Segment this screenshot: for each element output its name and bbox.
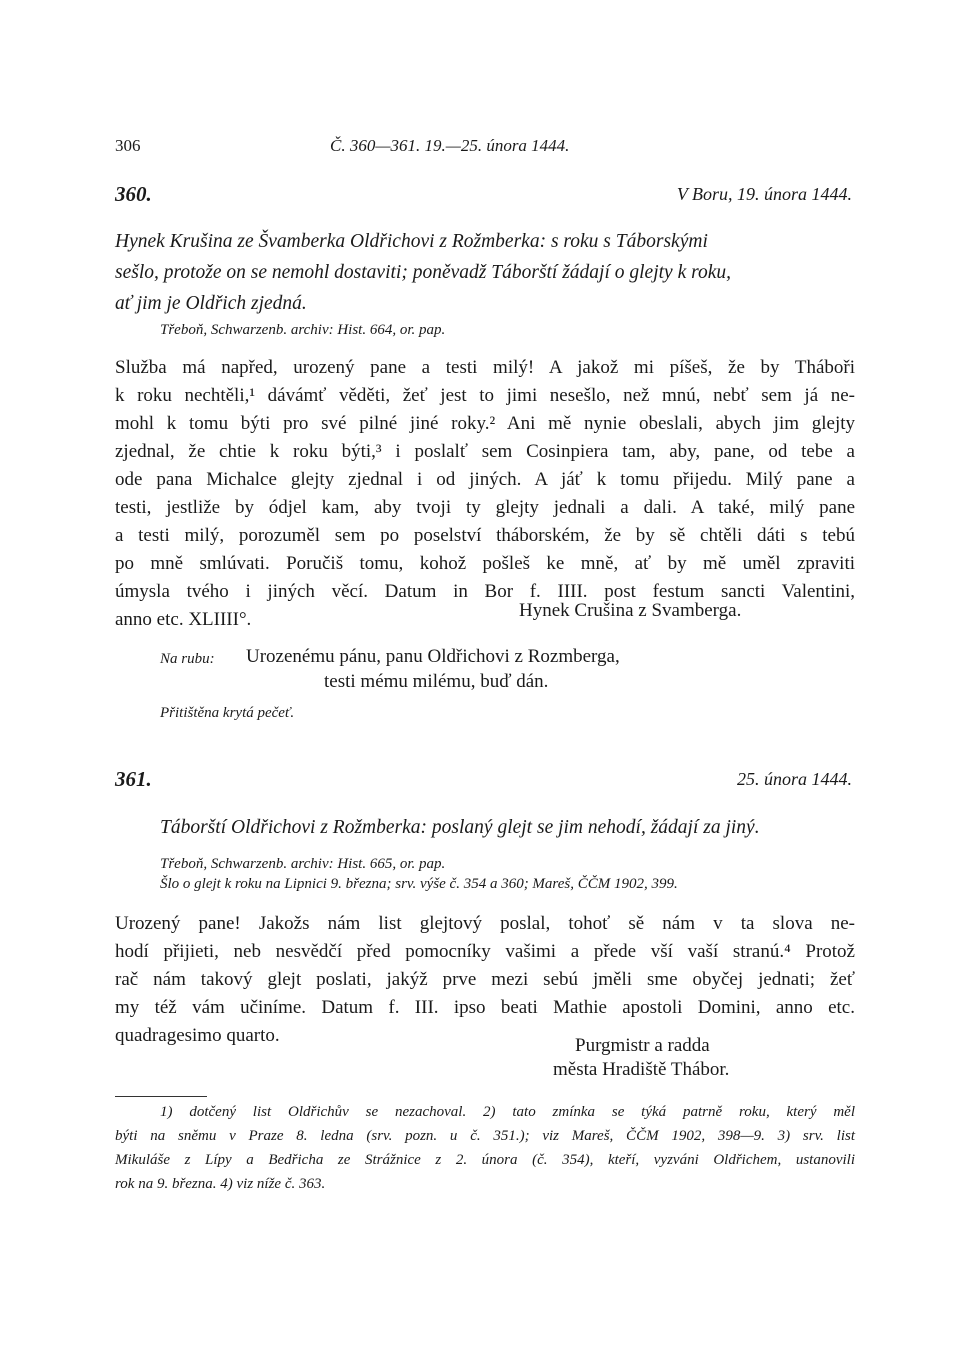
text-line: ode pana Michalce glejty zjednal i od jiných. A jáť k tomu přijedu. Milý pane a bbox=[115, 469, 855, 490]
doc-361-signature-line1: Purgmistr a radda bbox=[575, 1035, 710, 1056]
text-line: mohl k tomu býti pro své pilné jiné roky.² Ani mě nynie obeslali, abych jim glejty bbox=[115, 413, 855, 434]
verso-address-line2: testi mému milému, buď dán. bbox=[324, 671, 549, 692]
seal-note: Přitištěna krytá pečeť. bbox=[160, 705, 295, 721]
text-line: testi, jestliže by ódjel kam, aby tvoji ty glejty jednali a dali. A také, milý pane bbox=[115, 497, 855, 518]
doc-361-text bbox=[115, 910, 855, 1050]
footnote-line: rok na 9. března. 4) viz níže č. 363. bbox=[115, 1176, 326, 1192]
doc-360-number: 360. bbox=[115, 182, 152, 206]
verso-address-line1: Urozenému pánu, panu Oldřichovi z Rozmberga, bbox=[246, 646, 620, 667]
running-title: Č. 360—361. 19.—25. února 1444. bbox=[330, 136, 570, 155]
footnote-rule bbox=[115, 1096, 207, 1097]
text-line: úmysla tvého i jiných věcí. Datum in Bor f. IIII. post festum sancti Valentini, bbox=[115, 581, 855, 602]
page-number: 306 bbox=[115, 136, 141, 155]
footnote-line: Mikuláše z Lípy a Bedřicha ze Strážnice z 2. února (č. 354), kteří, vyzváni Oldřichem, ustanovili bbox=[115, 1152, 855, 1168]
text-line: Služba má napřed, urozený pane a testi milý! A jakož mi píšeš, že by Tháboři bbox=[115, 357, 855, 378]
doc-361-number: 361. bbox=[115, 767, 152, 791]
text-line: rač nám takový glejt poslati, jakýž prve mezi sebú jměli sme obyčej jednati; žeť bbox=[115, 969, 855, 990]
text-line: zjednal, že chtie k roku býti,³ i poslalť sem Cosinpiera tam, aby, pane, od tebe a bbox=[115, 441, 855, 462]
footnotes bbox=[115, 1100, 855, 1196]
doc-360-text bbox=[115, 354, 855, 634]
regest-line: Hynek Krušina ze Švamberka Oldřichovi z Rožmberka: s roku s Táborskými bbox=[115, 231, 708, 252]
text-line: po mně smlúvati. Poručiš tomu, kohož pošleš ke mně, ať by mě uměl zpraviti bbox=[115, 553, 855, 574]
doc-361-date: 25. února 1444. bbox=[736, 769, 852, 789]
doc-360-regest bbox=[115, 226, 855, 319]
text-line: quadragesimo quarto. bbox=[115, 1025, 280, 1046]
doc-361-note: Šlo o glejt k roku na Lipnici 9. března; srv. výše č. 354 a 360; Mareš, ČČM 1902, 399. bbox=[160, 876, 678, 892]
text-line: k roku nechtěli,¹ dávámť věděti, žeť jest to jimi nesešlo, než mnú, nebť sem já ne- bbox=[115, 385, 855, 406]
regest-line: sešlo, protože on se nemohl dostaviti; poněvadž Táborští žádají o glejty k roku, bbox=[115, 262, 732, 283]
text-line: my též vám učiníme. Datum f. III. ipso beati Mathie apostoli Domini, anno etc. bbox=[115, 997, 855, 1018]
footnote-line: býti na sněmu v Praze 8. ledna (srv. pozn. u č. 351.); viz Mareš, ČČM 1902, 398—9. 3) srv. list bbox=[115, 1128, 855, 1144]
verso-label: Na rubu: bbox=[160, 651, 215, 667]
text-line: anno etc. XLIIII°. bbox=[115, 609, 252, 630]
regest-line: ať jim je Oldřich zjedná. bbox=[115, 293, 307, 314]
footnote-line: 1) dotčený list Oldřichův se nezachoval. 2) tato zmínka se týká patrně roku, který měl bbox=[160, 1104, 855, 1120]
text-line: a testi milý, porozuměl sem po poselství tháborském, že by sě chtěli dáti s tebú bbox=[115, 525, 855, 546]
doc-360-source: Třeboň, Schwarzenb. archiv: Hist. 664, or. pap. bbox=[160, 322, 446, 338]
doc-360-place-date: V Boru, 19. února 1444. bbox=[676, 184, 852, 204]
doc-360-signature: Hynek Crušina z Svamberga. bbox=[519, 600, 742, 621]
text-line: hodí přijieti, neb nesvědčí před pomocníky vašimi a přede vší vaší stranú.⁴ Protož bbox=[115, 941, 855, 962]
text-line: Urozený pane! Jakožs nám list glejtový poslal, tohoť sě nám v ta slova ne- bbox=[115, 913, 855, 934]
doc-361-signature-line2: města Hradiště Thábor. bbox=[553, 1059, 730, 1080]
doc-361-source: Třeboň, Schwarzenb. archiv: Hist. 665, or. pap. bbox=[160, 856, 446, 872]
doc-361-regest: Táborští Oldřichovi z Rožmberka: poslaný glejt se jim nehodí, žádají za jiný. bbox=[160, 817, 760, 838]
